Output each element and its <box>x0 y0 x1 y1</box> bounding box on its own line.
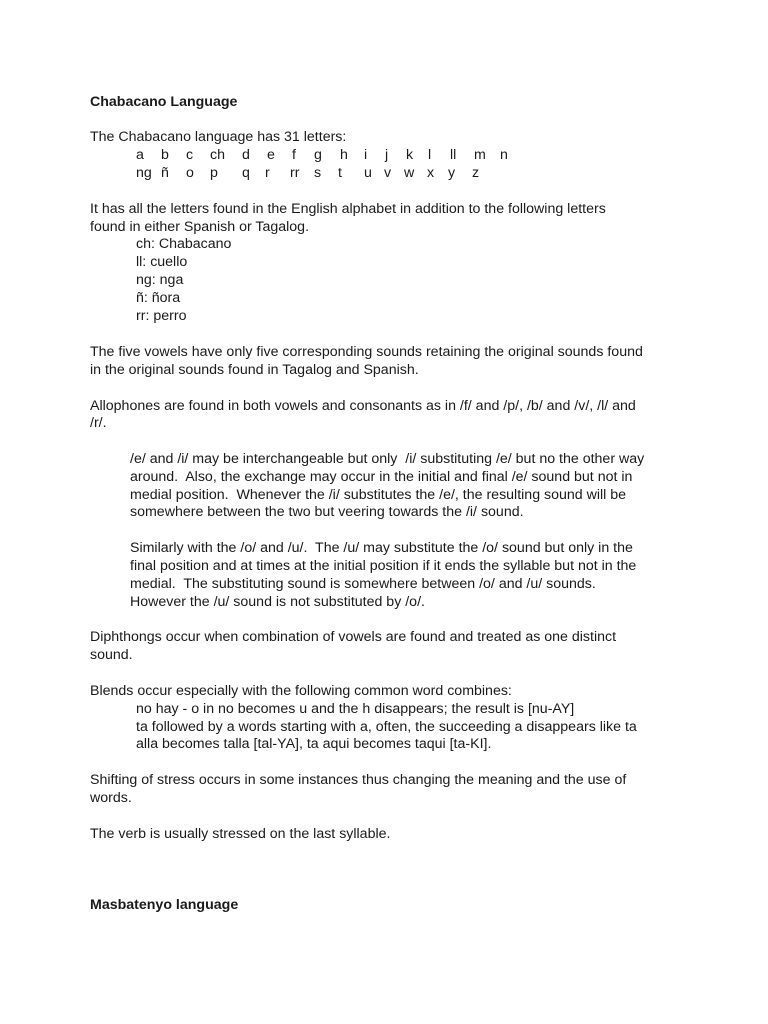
letter: l <box>428 147 432 163</box>
letter: e <box>267 147 275 163</box>
letter: t <box>338 165 342 181</box>
example-item: ñ: ñora <box>136 290 181 306</box>
blend-item: ta followed by a words starting with a, often, the succeeding a disappears like ta <box>136 719 637 735</box>
paragraph-line: However the /u/ sound is not substituted by /o/. <box>130 594 425 610</box>
letter: a <box>136 147 144 163</box>
paragraph-line: sound. <box>90 647 133 663</box>
blend-item: no hay - o in no becomes u and the h disappears; the result is [nu-AY] <box>136 701 575 717</box>
letter: c <box>186 147 194 163</box>
letter: k <box>406 147 414 163</box>
letter: z <box>472 165 480 181</box>
letter: x <box>427 165 435 181</box>
paragraph-line: around. Also, the exchange may occur in the initial and final /e/ sound but not in <box>130 469 633 485</box>
paragraph-line: /e/ and /i/ may be interchangeable but only /i/ substituting /e/ but no the other way <box>130 451 645 467</box>
letter: ng <box>136 165 152 181</box>
paragraph-line: somewhere between the two but veering towards the /i/ sound. <box>130 504 524 520</box>
letter: g <box>314 147 322 163</box>
letter: o <box>186 165 194 181</box>
blend-item: alla becomes talla [tal-YA], ta aqui becomes taqui [ta-KI]. <box>136 736 492 752</box>
letter: m <box>474 147 486 163</box>
paragraph-line: /r/. <box>90 415 107 431</box>
paragraph-line: Similarly with the /o/ and /u/. The /u/ may substitute the /o/ sound but only in the <box>130 540 633 556</box>
paragraph-line: The verb is usually stressed on the last syllable. <box>90 826 391 842</box>
example-item: ch: Chabacano <box>136 236 232 252</box>
letter: q <box>242 165 250 181</box>
example-item: rr: perro <box>136 308 187 324</box>
paragraph-line: Allophones are found in both vowels and consonants as in /f/ and /p/, /b/ and /v/, /l/ and <box>90 398 636 414</box>
paragraph-line: Blends occur especially with the following common word combines: <box>90 683 512 699</box>
paragraph-line: It has all the letters found in the English alphabet in addition to the following letters <box>90 201 606 217</box>
paragraph-line: final position and at times at the initial position if it ends the syllable but not in the <box>130 558 637 574</box>
section-title-masbatenyo: Masbatenyo language <box>90 897 239 913</box>
letter: f <box>292 147 296 163</box>
alphabet-row-2 <box>0 164 768 182</box>
example-item: ll: cuello <box>136 254 188 270</box>
section-title-chabacano: Chabacano Language <box>90 94 238 110</box>
letter: r <box>265 165 270 181</box>
letter: u <box>364 165 372 181</box>
paragraph-line: Shifting of stress occurs in some instances thus changing the meaning and the use of <box>90 772 627 788</box>
letter: j <box>385 147 389 163</box>
letter: ñ <box>161 165 169 181</box>
letter: h <box>340 147 348 163</box>
alphabet-row-1 <box>0 146 768 164</box>
paragraph-line: The five vowels have only five corresponding sounds retaining the original sounds found <box>90 344 643 360</box>
letter: i <box>364 147 368 163</box>
letter: n <box>500 147 508 163</box>
paragraph-line: Diphthongs occur when combination of vowels are found and treated as one distinct <box>90 629 617 645</box>
letter: v <box>384 165 392 181</box>
paragraph-line: in the original sounds found in Tagalog and Spanish. <box>90 362 419 378</box>
letter: s <box>314 165 322 181</box>
letter: ch <box>210 147 225 163</box>
paragraph-line: medial position. Whenever the /i/ substitutes the /e/, the resulting sound will be <box>130 487 627 503</box>
letter: b <box>161 147 169 163</box>
letter: rr <box>290 165 300 181</box>
paragraph-line: medial. The substituting sound is somewhere between /o/ and /u/ sounds. <box>130 576 596 592</box>
letter: d <box>242 147 250 163</box>
paragraph-line: words. <box>90 790 132 806</box>
letter: w <box>404 165 415 181</box>
alphabet-intro: The Chabacano language has 31 letters: <box>90 129 347 145</box>
letter: p <box>210 165 218 181</box>
example-item: ng: nga <box>136 272 184 288</box>
paragraph-line: found in either Spanish or Tagalog. <box>90 219 310 235</box>
letter: ll <box>450 147 457 163</box>
letter: y <box>448 165 456 181</box>
